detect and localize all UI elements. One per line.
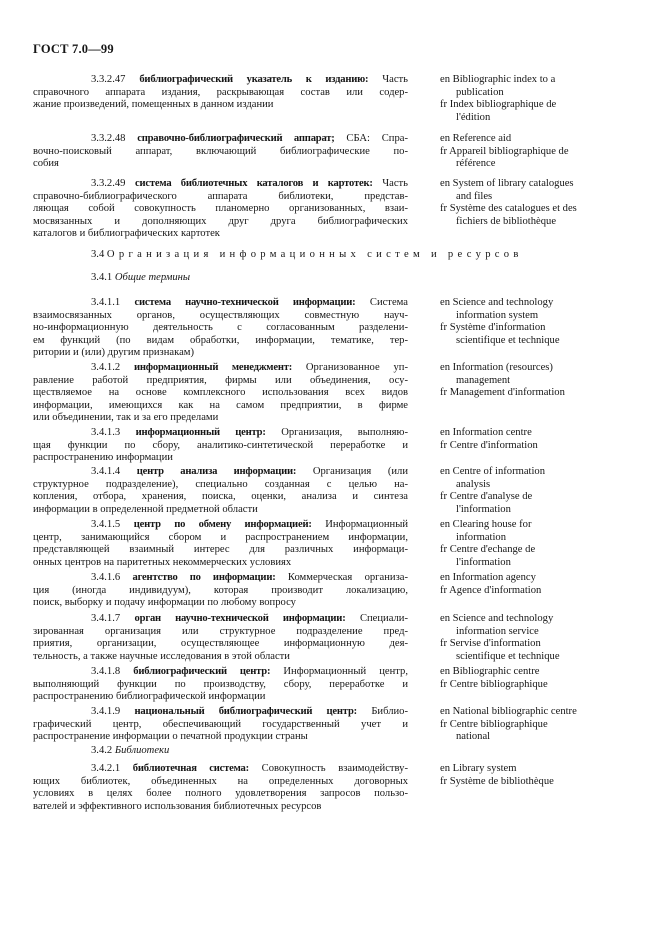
- term-number: 3.4.1.2: [91, 362, 121, 373]
- french-equivalent: fr Index bibliographique de: [440, 99, 557, 110]
- russian-definition: [33, 466, 408, 516]
- foreign-equivalents: [440, 133, 640, 171]
- definition-text: Информационный центр,: [283, 666, 408, 677]
- russian-definition: [33, 133, 408, 171]
- foreign-equivalents: [440, 763, 640, 788]
- definition-text: Коммерческая организа-: [287, 572, 408, 583]
- definition-line: [33, 706, 408, 719]
- french-equivalent-cont: national: [456, 731, 491, 742]
- definition-line: или объединении, так и за его пределами: [33, 412, 219, 423]
- definition-line: ляющая собой совокупность планомерно организованных, взаи-: [33, 203, 408, 214]
- term-number: 3.4.1.8: [91, 666, 121, 677]
- english-equivalent-cont: information service: [456, 625, 539, 637]
- french-equivalent-cont: scientifique et technique: [456, 334, 560, 346]
- french-equivalent: fr Servise d'information: [440, 638, 541, 649]
- term-number: 3.4.1.6: [91, 572, 121, 583]
- term-name: информационный менеджмент:: [133, 362, 293, 373]
- definition-line: справочно-библиографического аппарата библиотеки, представ-: [33, 190, 408, 202]
- english-equivalent-cont: information: [456, 531, 507, 543]
- definition-text: Совокупность взаимодейству-: [261, 763, 409, 774]
- definition-line: [33, 763, 408, 776]
- definition-line: ющих библиотек, объединенных на определенных договорных: [33, 775, 408, 787]
- french-equivalent-cont: l'information: [456, 556, 511, 568]
- subsection-title: Общие термины: [114, 272, 191, 283]
- document-header: ГОСТ 7.0—99: [33, 42, 114, 56]
- term-name: информационный центр:: [135, 427, 266, 438]
- definition-line: ществляемое на основе комплексного использования всех видов: [33, 387, 408, 398]
- definition-line: тельность, а также научные исследования в этой области: [33, 650, 290, 662]
- english-equivalent: en Centre of information: [440, 466, 546, 477]
- english-equivalent-cont: publication: [456, 86, 504, 98]
- french-equivalent-cont: fichiers de bibliothèque: [456, 215, 557, 227]
- english-equivalent: en Library system: [440, 763, 517, 774]
- french-equivalent: fr Système des catalogues et des: [440, 203, 577, 214]
- definition-line: ритории и (или) другим признакам): [33, 347, 195, 358]
- definition-text: Организация (или: [312, 466, 408, 477]
- term-name: центр по обмену информацией:: [133, 519, 312, 530]
- russian-definition: [33, 666, 408, 704]
- definition-line: приятия, организации, осуществляющее информационную дея-: [33, 638, 408, 649]
- english-equivalent: en Information (resources): [440, 362, 553, 373]
- term-number: 3.3.2.48: [91, 133, 126, 144]
- english-equivalent: en System of library catalogues: [440, 178, 574, 189]
- definition-line: [33, 427, 408, 440]
- term-number: 3.4.1.1: [91, 297, 121, 308]
- english-equivalent: en Science and technology: [440, 613, 554, 624]
- term-number: 3.3.2.47: [91, 74, 126, 85]
- english-equivalent: en Bibliographic index to a: [440, 74, 556, 85]
- definition-line: информации в определенной предметной области: [33, 503, 258, 515]
- french-equivalent: fr Centre d'echange de: [440, 544, 536, 555]
- definition-line: жание произведений, помещенных в данном издании: [33, 99, 274, 110]
- definition-text: Организованное уп-: [305, 362, 408, 373]
- definition-line: щая функции по сбору, аналитико-синтетической переработке и: [33, 439, 408, 451]
- definition-line: [33, 519, 408, 532]
- definition-line: копления, отбора, хранения, поиска, оценки, анализа и синтеза: [33, 491, 408, 502]
- definition-line: [33, 466, 408, 479]
- french-equivalent-cont: l'édition: [456, 111, 491, 123]
- definition-line: вочно-поисковый аппарат, включающий библиографические по-: [33, 145, 408, 157]
- definition-line: но-информационную деятельность с согласованным разделени-: [33, 322, 408, 333]
- russian-definition: [33, 297, 408, 360]
- section-number: 3.4: [91, 249, 105, 260]
- definition-text: Библио-: [371, 706, 409, 717]
- russian-definition: [33, 613, 408, 663]
- definition-line: [33, 666, 408, 679]
- english-equivalent: en National bibliographic centre: [440, 706, 577, 717]
- definition-line: графический центр, обеспечивающий государственный учет и: [33, 718, 408, 730]
- term-number: 3.4.1.7: [91, 613, 121, 624]
- term-name: орган научно-технической информации:: [134, 613, 346, 624]
- foreign-equivalents: [440, 74, 640, 124]
- french-equivalent: fr Appareil bibliographique de: [440, 145, 569, 157]
- french-equivalent: fr Centre bibliographique: [440, 718, 548, 730]
- russian-definition: [33, 362, 408, 425]
- definition-line: ем функций (по видам обработки, информации, тематике, тер-: [33, 334, 408, 346]
- definition-line: [33, 362, 408, 375]
- foreign-equivalents: [440, 297, 640, 347]
- subsection-number: 3.4.2: [91, 745, 113, 756]
- definition-text: Система: [369, 297, 408, 308]
- subsection-number: 3.4.1: [91, 272, 113, 283]
- foreign-equivalents: [440, 613, 640, 663]
- definition-line: взаимосвязанных органов, осуществляющих совместную науч-: [33, 309, 408, 321]
- definition-text: Часть: [382, 74, 408, 85]
- french-equivalent: fr Centre d'analyse de: [440, 491, 533, 502]
- foreign-equivalents: [440, 362, 640, 400]
- definition-text: Организация, выполняю-: [281, 427, 408, 438]
- definition-line: центр, занимающийся сбором и распространением информации,: [33, 531, 408, 543]
- french-equivalent: fr Management d'information: [440, 387, 565, 398]
- definition-line: [33, 133, 408, 146]
- subsection-heading: [91, 272, 190, 283]
- french-equivalent-cont: scientifique et technique: [456, 650, 560, 662]
- english-equivalent-cont: analysis: [456, 478, 491, 490]
- french-equivalent-cont: référence: [456, 158, 496, 169]
- definition-line: зированная организация или структурное подразделение пред-: [33, 625, 408, 637]
- definition-text: Информационный: [325, 519, 408, 530]
- definition-line: [33, 613, 408, 626]
- definition-line: распространению информации: [33, 452, 173, 463]
- russian-definition: [33, 178, 408, 241]
- definition-text: Часть: [382, 178, 408, 189]
- term-number: 3.4.1.5: [91, 519, 121, 530]
- definition-text: Специали-: [359, 613, 408, 624]
- definition-line: [33, 572, 408, 585]
- russian-definition: [33, 706, 408, 744]
- russian-definition: [33, 572, 408, 610]
- foreign-equivalents: [440, 427, 640, 452]
- subsection-heading: [91, 745, 169, 756]
- russian-definition: [33, 763, 408, 813]
- definition-line: собия: [33, 158, 59, 169]
- english-equivalent: en Reference aid: [440, 133, 512, 144]
- definition-line: [33, 297, 408, 310]
- term-number: 3.4.1.4: [91, 466, 121, 477]
- term-name: справочно-библиографический аппарат;: [137, 133, 335, 144]
- term-name: библиографический центр:: [133, 666, 271, 677]
- definition-line: распространение информации о печатной продукции страны: [33, 731, 308, 742]
- term-name: национальный библиографический центр:: [134, 706, 357, 717]
- foreign-equivalents: [440, 519, 640, 569]
- english-equivalent: en Science and technology: [440, 297, 554, 308]
- definition-line: [33, 178, 408, 191]
- definition-line: мосвязанных и дополняющих друг друга библиографических: [33, 215, 408, 227]
- definition-line: выполняющий функции по производству, сбору, переработке и: [33, 678, 408, 690]
- foreign-equivalents: [440, 572, 640, 597]
- definition-line: структурное подразделение), специально созданная с целью на-: [33, 478, 408, 490]
- definition-line: распространению библиографической информации: [33, 691, 266, 702]
- term-number: 3.3.2.49: [91, 178, 126, 189]
- french-equivalent-cont: l'information: [456, 503, 511, 515]
- term-number: 3.4.1.3: [91, 427, 121, 438]
- french-equivalent: fr Centre d'information: [440, 439, 538, 451]
- french-equivalent: fr Système de bibliothèque: [440, 775, 554, 787]
- term-name: центр анализа информации:: [136, 466, 297, 477]
- foreign-equivalents: [440, 466, 640, 516]
- foreign-equivalents: [440, 666, 640, 691]
- foreign-equivalents: [440, 706, 640, 744]
- english-equivalent: en Bibliographic centre: [440, 666, 540, 677]
- section-heading: [91, 249, 523, 260]
- term-number: 3.4.2.1: [91, 763, 121, 774]
- english-equivalent-cont: management: [456, 374, 511, 386]
- term-name: библиотечная система:: [132, 763, 249, 774]
- definition-line: справочного аппарата издания, раскрывающая состав или содер-: [33, 86, 408, 98]
- definition-line: поиск, выборку и подачу информации по любому вопросу: [33, 597, 296, 608]
- definition-line: ция (иногда индивидуум), которая производит локализацию,: [33, 584, 408, 596]
- english-equivalent-cont: and files: [456, 190, 493, 202]
- definition-line: представляющей взаимный интерес для различных информаци-: [33, 544, 408, 555]
- english-equivalent-cont: information system: [456, 309, 539, 321]
- french-equivalent: fr Centre bibliographique: [440, 678, 548, 690]
- english-equivalent: en Information centre: [440, 427, 532, 438]
- foreign-equivalents: [440, 178, 640, 228]
- definition-line: равление работой предприятия, фирмы или объединения, осу-: [33, 374, 408, 386]
- english-equivalent: en Information agency: [440, 572, 536, 583]
- french-equivalent: fr Système d'information: [440, 322, 546, 333]
- term-name: система библиотечных каталогов и картотек:: [135, 178, 373, 189]
- definition-text: СБА: Спра-: [346, 133, 408, 144]
- russian-definition: [33, 519, 408, 569]
- term-number: 3.4.1.9: [91, 706, 121, 717]
- russian-definition: [33, 74, 408, 112]
- english-equivalent: en Clearing house for: [440, 519, 532, 530]
- russian-definition: [33, 427, 408, 465]
- term-name: библиографический указатель к изданию:: [139, 74, 369, 85]
- french-equivalent: fr Agence d'information: [440, 584, 542, 596]
- definition-line: информации, имеющихся как на самом предприятии, в фирме: [33, 399, 408, 411]
- definition-line: каталогов и библиографических картотек: [33, 228, 220, 239]
- term-name: система научно-технической информации:: [134, 297, 356, 308]
- definition-line: [33, 74, 408, 87]
- definition-line: вателей и эффективного использования библиотечных ресурсов: [33, 800, 322, 812]
- term-name: агентство по информации:: [132, 572, 276, 583]
- definition-line: онных центров на паритетных некоммерческих условиях: [33, 556, 292, 568]
- definition-line: условиях в целях более полного удовлетворения запросов пользо-: [33, 788, 408, 799]
- subsection-title: Библиотеки: [114, 745, 170, 756]
- section-title-text: Организация информационных систем и ресурсов: [106, 249, 523, 260]
